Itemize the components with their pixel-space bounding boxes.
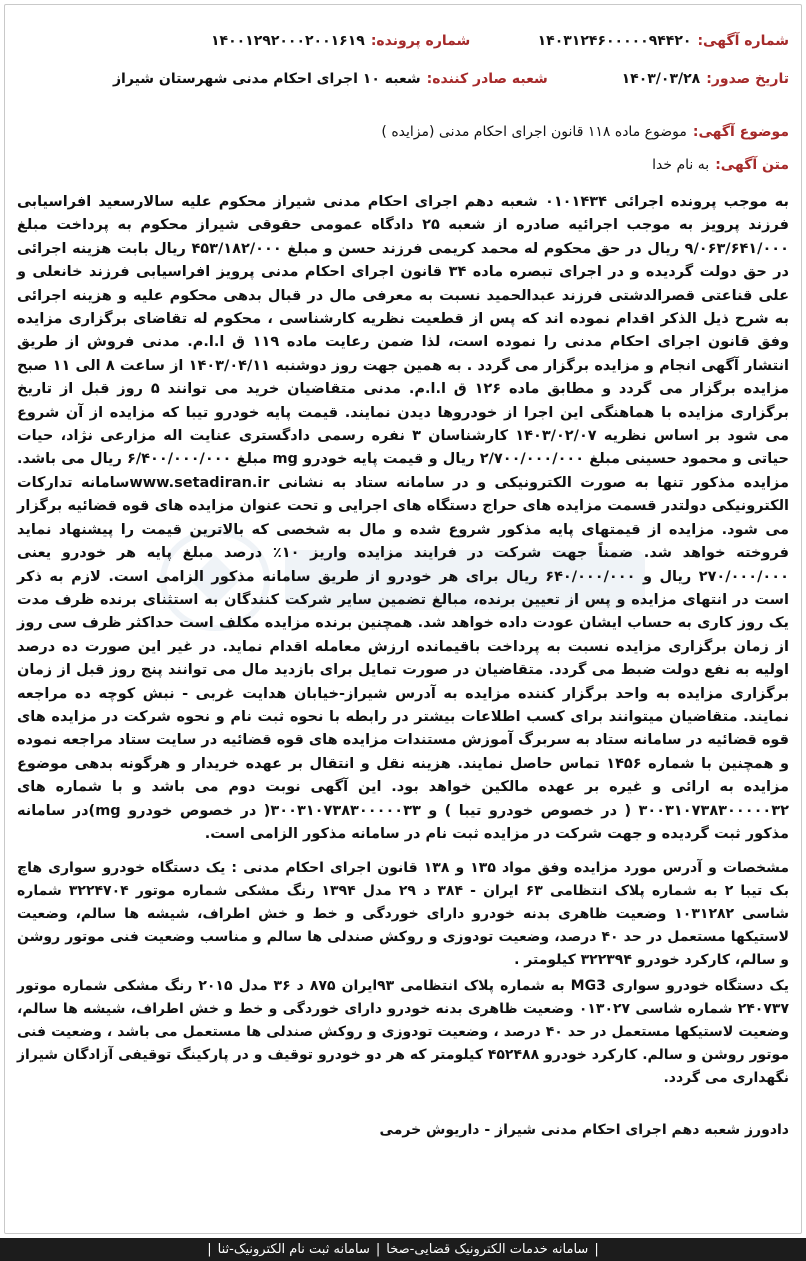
- issuer-label: شعبه صادر کننده:: [426, 71, 548, 87]
- footer-separator: |: [207, 1242, 212, 1257]
- main-paragraph: به موجب پرونده اجرائی ۰۱۰۱۴۳۴ شعبه دهم اجرای احکام مدنی شیراز محکوم علیه سالارسعید افراسیابی فرزند پرویز به موجب اجرائیه صادره از شعبه ۲۵ دادگاه عمومی حقوقی شیراز محکوم به پرداخت مبلغ ۹/۰۶۳/۶۴۱/۰۰۰ ریال در حق محکوم له محمد کریمی فرزند حسن و مبلغ ۴۵۳/۱۸۲/۰۰۰ ریال بابت هزینه اجرائی در حق دولت گردیده و در اجرای تبصره ماده ۳۴ قانون اجرای احکام مدنی پرویز افراسیابی فرزند خانعلی و علی قناعتی قصرالدشتی فرزند عبدالحمید نسبت به معرفی مال در قبال بدهی محکوم علیه و هزینه اجرائی به شرح ذیل الذکر اقدام نموده اند که پس از قطعیت نظریه کارشناسی ، محکوم له تقاضای برگزاری مزایده وفق قانون اجرای احکام مدنی را نموده است، لذا ضمن رعایت ماده ۱۱۹ ق ا.ا.م. مدنی فروش از طریق انتشار آگهی انجام و مزایده برگزار می گردد . به همین جهت روز دوشنبه ۱۴۰۳/۰۴/۱۱ از ساعت ۸ الی ۱۱ صبح مزایده برگزار می گردد و مطابق ماده ۱۲۶ ق ا.ا.م. مدنی متقاضیان خرید می توانند ۵ روز قبل از تاریخ برگزاری مزایده با هماهنگی این اجرا از خودروها دیدن نمایند. قیمت پایه خودرو تیبا که مزایده از آن شروع می شود بر اساس نظریه ۱۴۰۳/۰۲/۰۷ کارشناسان ۳ نفره رسمی دادگستری عنایت اله مزارعی نژاد، حیات حیاتی و محمود حسینی مبلغ ۲/۷۰۰/۰۰۰/۰۰۰ ریال و قیمت پایه خودرو mg مبلغ ۶/۴۰۰/۰۰۰/۰۰۰ ریال می باشد. مزایده مذکور تنها به صورت الکترونیکی و در سامانه ستاد به نشانی www.setadiran.irسامانه تدارکات الکترونیکی دولتدر قسمت مزایده های حراج دستگاه های اجرایی و تحت عنوان مزایده های قوه قضائیه برگزار می شود. مزایده از قیمتهای پایه مذکور شروع شده و مال به شخصی که بالاترین قیمت را پیشنهاد نماید فروخته خواهد شد. ضمناً جهت شرکت در فرایند مزایده واریز ۱۰٪ درصد مبلغ پایه هر خودرو یعنی ۲۷۰/۰۰۰/۰۰۰ ریال و ۶۴۰/۰۰۰/۰۰۰ ریال برای هر خودرو از طریق سامانه مذکور الزامی است. لازم به ذکر است در انتهای مزایده و پس از تعیین برنده، مبالغ تضمین سایر شرکت کنندگان به استثنای برنده ظرف مدت یک روز کاری به حساب ایشان عودت داده خواهد شد. همچنین برنده مزایده مکلف است حداکثر ظرف سی روز از زمان برگزاری مزایده نسبت به پرداخت باقیمانده ارزش معامله اقدام نماید. در غیر این صورت ده درصد اولیه به نفع دولت ضبط می گردد. متقاضیان در صورت تمایل برای بازدید مال می توانند پنج روز قبل از زمان برگزاری مزایده به واحد برگزار کننده مزایده به آدرس شیراز-خیابان هدایت غربی - نبش کوچه ده مراجعه نمایند. متقاضیان میتوانند برای کسب اطلاعات بیشتر در رابطه با نحوه ثبت نام و نحوه شرکت در مزایده های قوه قضائیه در سامانه ستاد به سربرگ آموزش مستندات مزایده های قوه قضائیه در سایت ستاد مراجعه نموده و همچنین با شماره ۱۴۵۶ تماس حاصل نمایند. هزینه نقل و انتقال بر عهده خریدار و هرگونه بدهی موضوع مزایده به ارائی و غیره بر عهده مالکین خواهد بود. این آگهی نوبت دوم می باشد و با شماره های ۳۰۰۳۱۰۷۳۸۳۰۰۰۰۰۳۲ ( در خصوص خودرو تیبا ) و ۳۰۰۳۱۰۷۳۸۳۰۰۰۰۰۳۳( در خصوص خودرو mg)در سامانه مذکور ثبت گردیده و جهت شرکت در مزایده ثبت نام در سامانه مذکور الزامی است.: [17, 194, 790, 842]
- issue-date-row: [622, 71, 789, 87]
- footer-bar: [0, 1238, 806, 1261]
- subject-label: موضوع آگهی:: [692, 124, 789, 140]
- file-number-label: شماره پرونده:: [370, 33, 471, 49]
- footer-link-services[interactable]: سامانه خدمات الکترونیک قضایی-صخا: [386, 1242, 589, 1257]
- issue-date: ۱۴۰۳/۰۳/۲۸: [621, 71, 701, 87]
- specs-paragraph: مشخصات و آدرس مورد مزایده وفق مواد ۱۳۵ و ۱۳۸ قانون اجرای احکام مدنی : یک دستگاه خودرو سواری هاچ بک تیبا ۲ به شماره پلاک انتظامی ۶۳ ایران - ۳۸۴ د ۲۹ مدل ۱۳۹۴ رنگ مشکی شماره موتور ۳۲۲۴۷۰۴ شماره شاسی ۱۰۳۱۲۸۲ وضعیت ظاهری بدنه خودرو دارای خوردگی و خط و خش اطراف، شیشه ها سالم، وضعیت لاستیکها مستعمل در حد ۴۰ درصد، وضعیت تودوزی و روکش صندلی ها سالم و مناسب وضعیت فنی موتور روشن و سالم، کارکرد خودرو ۳۲۲۳۹۴ کیلومتر .: [17, 860, 790, 968]
- footer-separator: |: [375, 1242, 381, 1257]
- notice-number-row: [538, 33, 789, 49]
- file-number-row: [211, 33, 470, 49]
- notice-frame: [4, 4, 802, 1234]
- subject: موضوع ماده ۱۱۸ قانون اجرای احکام مدنی (مزایده ): [381, 124, 687, 140]
- notice-number: ۱۴۰۳۱۲۴۶۰۰۰۰۰۹۴۴۲۰: [537, 33, 692, 49]
- footer-separator: |: [594, 1242, 599, 1257]
- text-label: متن آگهی:: [715, 157, 789, 173]
- file-number: ۱۴۰۰۱۲۹۲۰۰۰۲۰۰۱۶۱۹: [211, 33, 365, 49]
- text-intro: به نام خدا: [652, 157, 710, 173]
- signature: دادورز شعبه دهم اجرای احکام مدنی شیراز - داریوش خرمی: [379, 1122, 789, 1138]
- mg-paragraph: یک دستگاه خودرو سواری MG3 به شماره پلاک انتظامی ۹۳ایران ۸۷۵ د ۳۶ مدل ۲۰۱۵ رنگ مشکی شماره موتور ۲۴۰۷۳۷ شماره شاسی ۰۱۳۰۲۷ وضعیت ظاهری بدنه خودرو دارای خوردگی و خط و خش اطراف، شیشه ها سالم، وضعیت لاستیکها مستعمل در حد ۴۰ درصد ، وضعیت تودوزی و روکش صندلی ها مستعمل می باشد ، وضعیت فنی موتور روشن و سالم. کارکرد خودرو ۴۵۲۴۸۸ کیلومتر که هر دو خودرو توقیف و در پارکینگ توقیفی آزادگان شیراز نگهداری می گردد.: [17, 978, 790, 1086]
- issuer: شعبه ۱۰ اجرای احکام مدنی شهرستان شیراز: [113, 71, 421, 87]
- issue-date-label: تاریخ صدور:: [706, 71, 789, 87]
- footer-link-registration[interactable]: سامانه ثبت نام الکترونیک-ثنا: [217, 1242, 370, 1257]
- text-intro-row: [652, 157, 789, 173]
- issuer-row: [113, 71, 548, 87]
- subject-row: [381, 124, 789, 140]
- notice-number-label: شماره آگهی:: [697, 33, 789, 49]
